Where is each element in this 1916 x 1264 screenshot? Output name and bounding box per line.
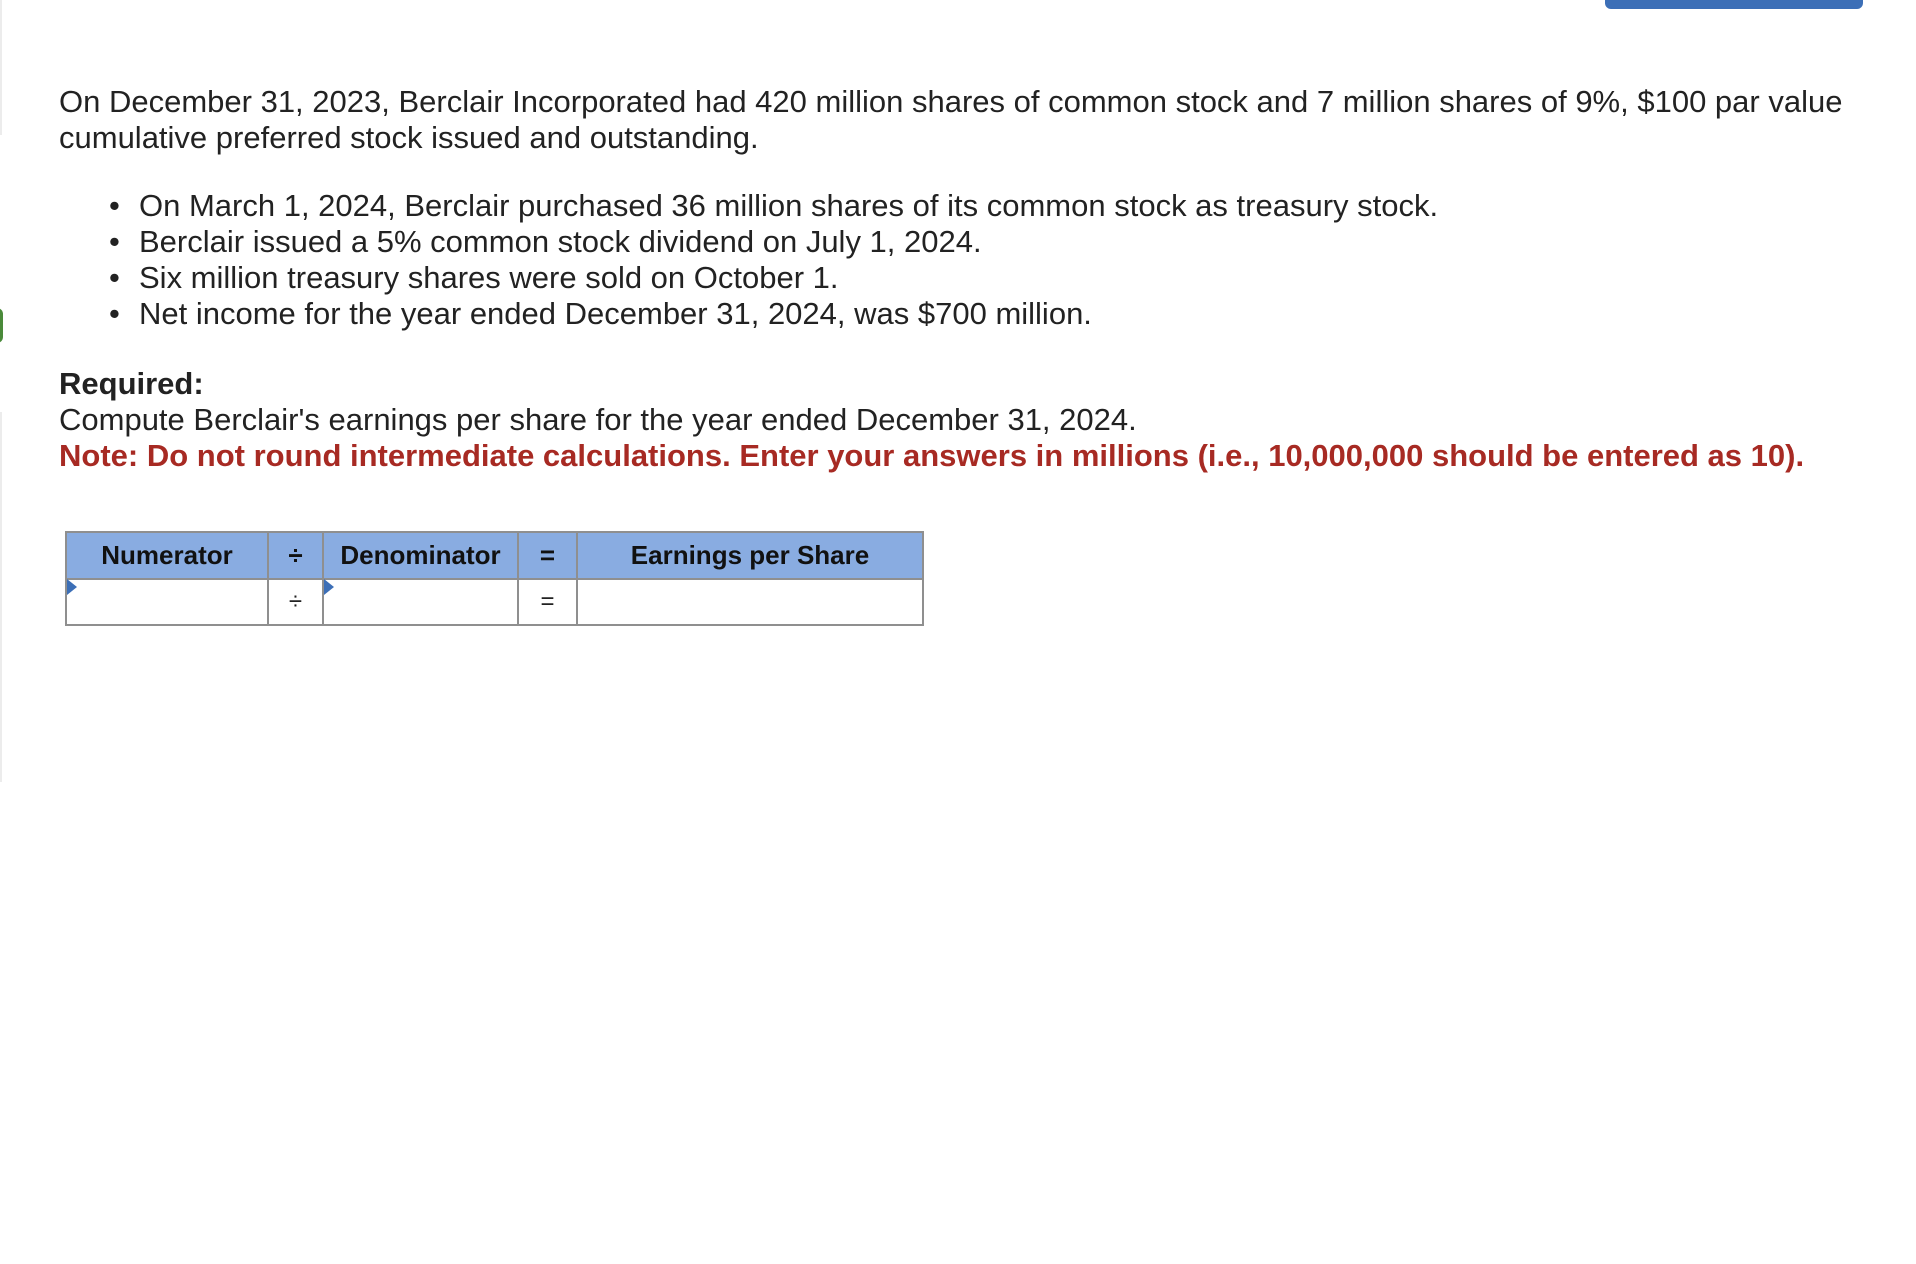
- denominator-header: Denominator: [323, 532, 518, 579]
- fact-item: • On March 1, 2024, Berclair purchased 36 million shares of its common stock as treasury stock.: [139, 188, 1859, 224]
- equals-symbol: =: [518, 579, 577, 625]
- divide-header: ÷: [268, 532, 323, 579]
- left-edge-divider-lower: [0, 412, 2, 782]
- fact-item: • Net income for the year ended December 31, 2024, was $700 million.: [139, 296, 1859, 332]
- note-text: Note: Do not round intermediate calculations. Enter your answers in millions (i.e., 10,000,000 should be entered as 10).: [59, 438, 1805, 473]
- numerator-header: Numerator: [66, 532, 268, 579]
- eps-table-header-row: [66, 532, 923, 579]
- instruction-text: Compute Berclair's earnings per share for the year ended December 31, 2024.: [59, 402, 1137, 437]
- eps-answer-table: [65, 531, 924, 626]
- denominator-cell: [323, 579, 518, 625]
- problem-intro: On December 31, 2023, Berclair Incorporated had 420 million shares of common stock and 7 million shares of 9%, $100 par value cumulative preferred stock issued and outstanding.: [59, 84, 1843, 155]
- fact-item: • Berclair issued a 5% common stock dividend on July 1, 2024.: [139, 224, 1859, 260]
- numerator-input[interactable]: [67, 582, 267, 622]
- eps-table-row: [66, 579, 923, 625]
- denominator-input[interactable]: [324, 582, 517, 622]
- top-action-button[interactable]: [1605, 0, 1863, 9]
- fact-item: • Six million treasury shares were sold on October 1.: [139, 260, 1859, 296]
- left-panel-tab[interactable]: [0, 308, 3, 343]
- eps-header: Earnings per Share: [577, 532, 923, 579]
- equals-header: =: [518, 532, 577, 579]
- numerator-cell: [66, 579, 268, 625]
- left-edge-divider: [0, 0, 2, 135]
- divide-symbol: ÷: [268, 579, 323, 625]
- problem-content: [59, 84, 1859, 474]
- required-label: Required:: [59, 366, 204, 401]
- facts-list: [59, 188, 1859, 332]
- eps-result-cell: [577, 579, 923, 625]
